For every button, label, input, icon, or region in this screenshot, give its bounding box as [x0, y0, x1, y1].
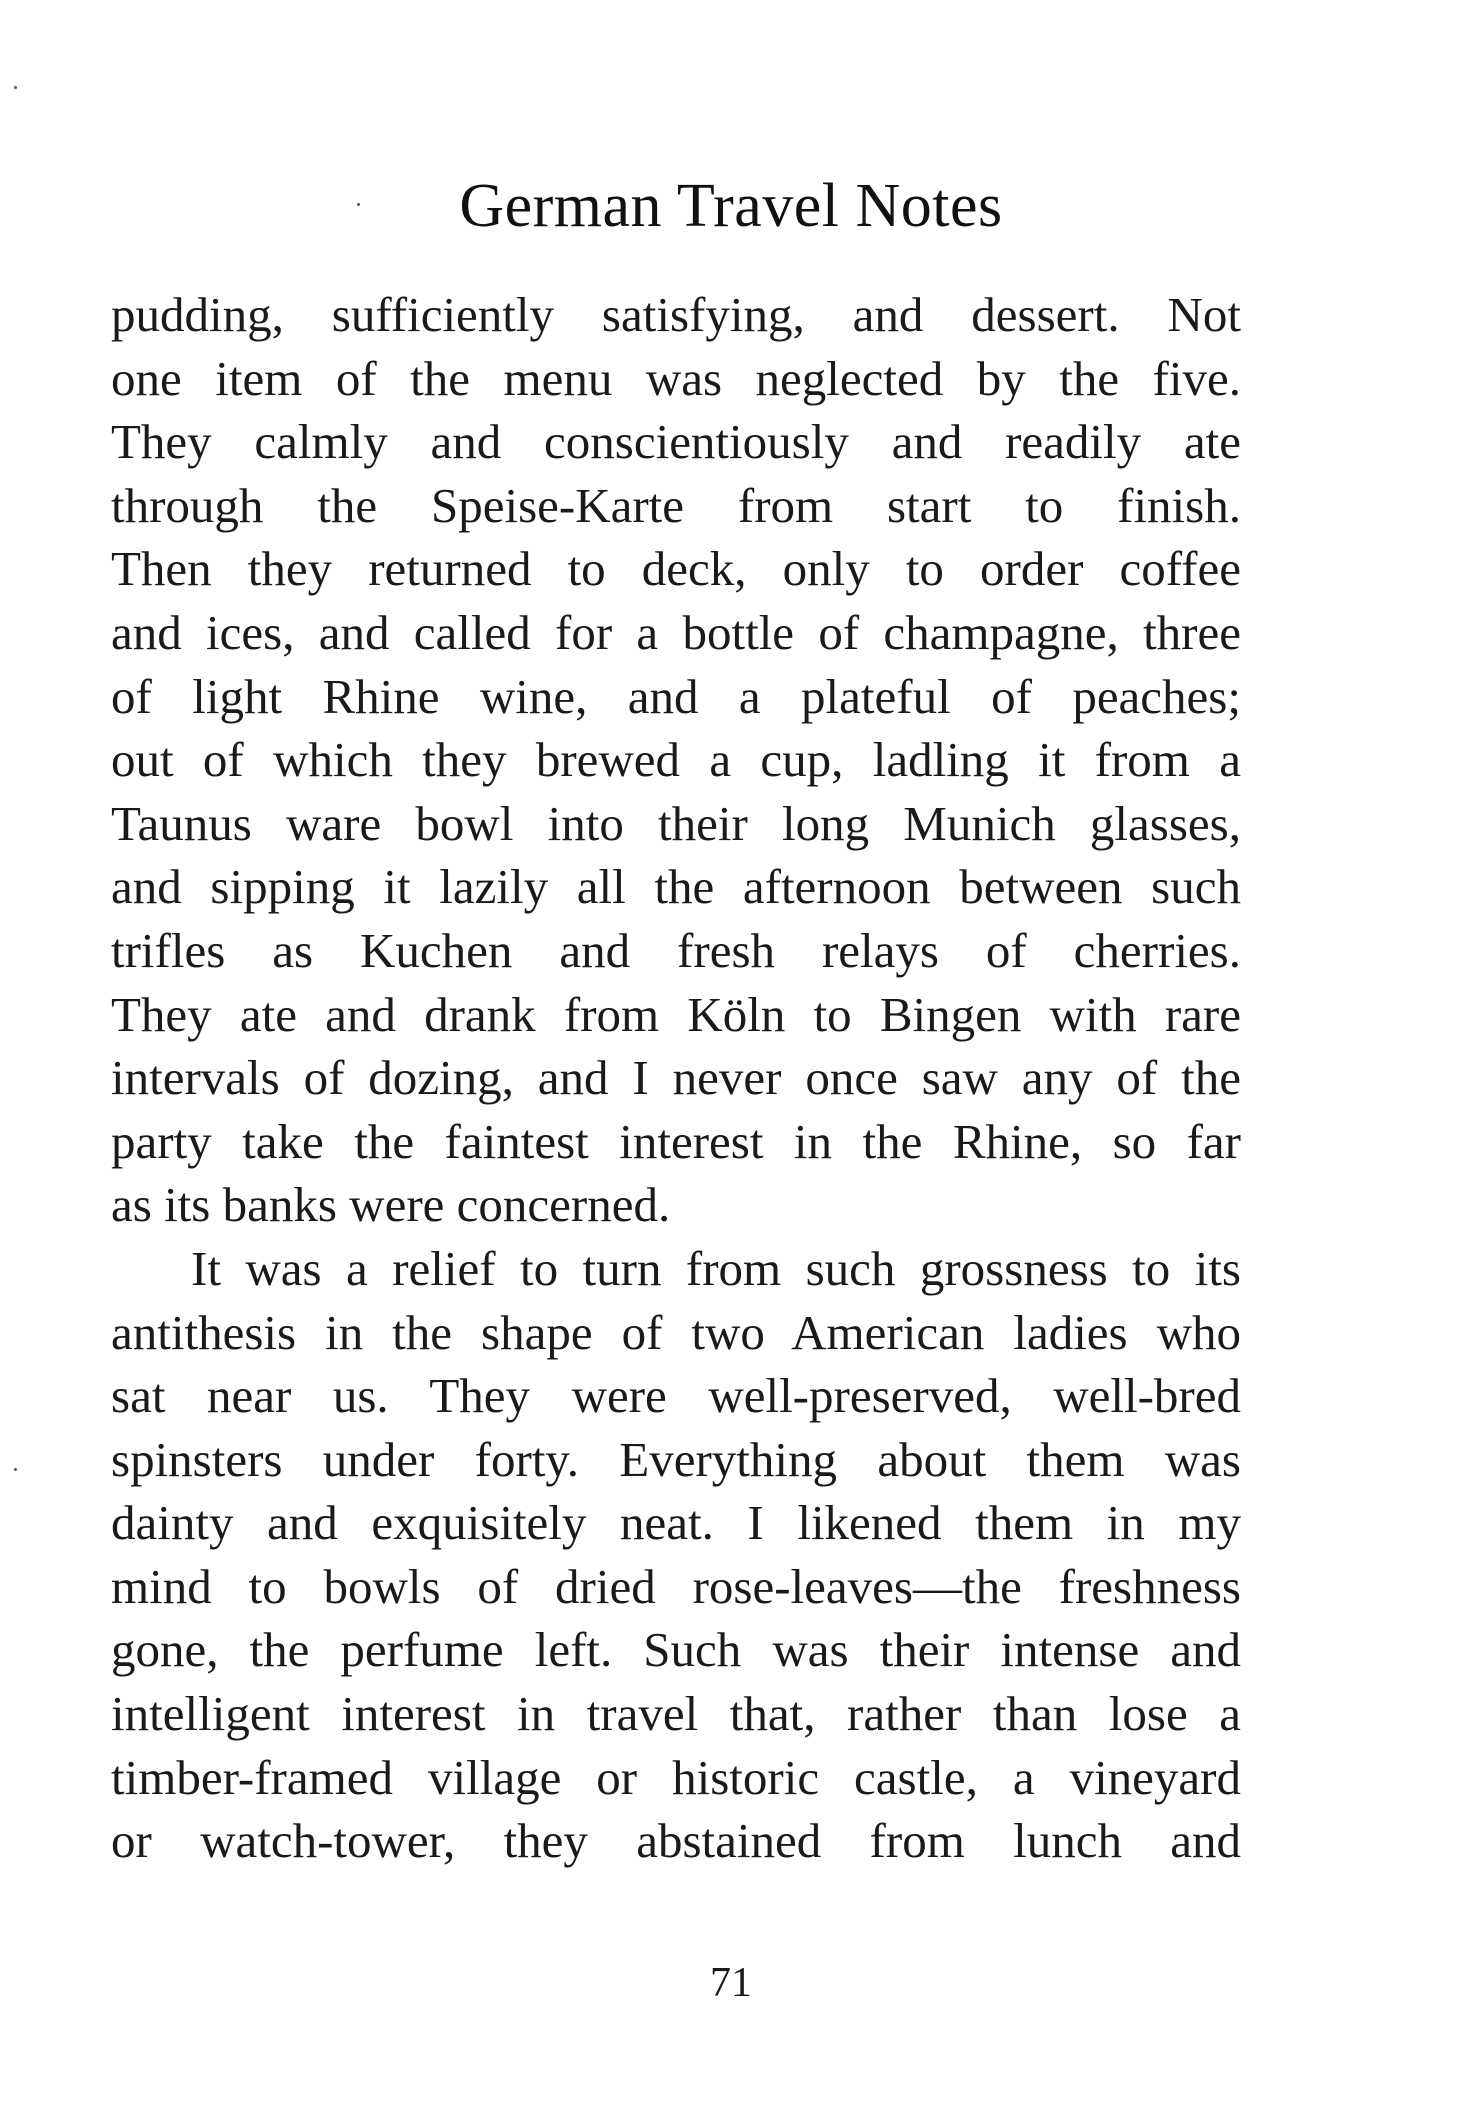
text-line: It was a relief to turn from such grossness to its	[191, 1240, 1241, 1296]
page-number: 71	[710, 1960, 752, 2006]
text-line: sat near us. They were well-preserved, well-bred	[111, 1368, 1241, 1424]
text-line: and sipping it lazily all the afternoon between such	[111, 859, 1241, 915]
text-line: antithesis in the shape of two American ladies who	[111, 1304, 1241, 1360]
text-line: trifles as Kuchen and fresh relays of cherries.	[111, 922, 1241, 978]
text-line: They calmly and conscientiously and readily ate	[111, 414, 1241, 470]
text-line: through the Speise-Karte from start to finish.	[111, 477, 1241, 533]
text-line: timber-framed village or historic castle, a vineyard	[111, 1749, 1241, 1805]
text-line: one item of the menu was neglected by the five.	[111, 350, 1241, 406]
text-line: dainty and exquisitely neat. I likened them in my	[111, 1495, 1241, 1551]
text-line: They ate and drank from Köln to Bingen with rare	[111, 986, 1241, 1042]
text-line: of light Rhine wine, and a plateful of peaches;	[111, 668, 1241, 724]
text-line: and ices, and called for a bottle of champagne, three	[111, 604, 1241, 660]
text-line: Then they returned to deck, only to order coffee	[111, 541, 1241, 597]
text-line: Taunus ware bowl into their long Munich glasses,	[111, 795, 1241, 851]
running-head: German Travel Notes	[459, 172, 1003, 240]
text-line: mind to bowls of dried rose-leaves—the freshness	[111, 1558, 1241, 1614]
text-line: pudding, sufficiently satisfying, and dessert. Not	[111, 287, 1241, 342]
text-line: intervals of dozing, and I never once saw any of the	[111, 1050, 1241, 1106]
text-line: or watch-tower, they abstained from lunch and	[111, 1813, 1241, 1869]
text-line: as its banks were concerned.	[111, 1177, 671, 1233]
scan-speck	[14, 1468, 17, 1471]
text-line: gone, the perfume left. Such was their intense and	[111, 1622, 1241, 1678]
text-line: spinsters under forty. Everything about them was	[111, 1431, 1241, 1487]
scan-speck	[14, 86, 17, 89]
text-line: intelligent interest in travel that, rather than lose a	[111, 1686, 1241, 1742]
body-text	[111, 283, 1241, 1873]
paragraph-2	[111, 1237, 1241, 1873]
text-line: party take the faintest interest in the Rhine, so far	[111, 1113, 1241, 1169]
text-line: out of which they brewed a cup, ladling it from a	[111, 732, 1241, 788]
paragraph-1	[111, 283, 1241, 1237]
